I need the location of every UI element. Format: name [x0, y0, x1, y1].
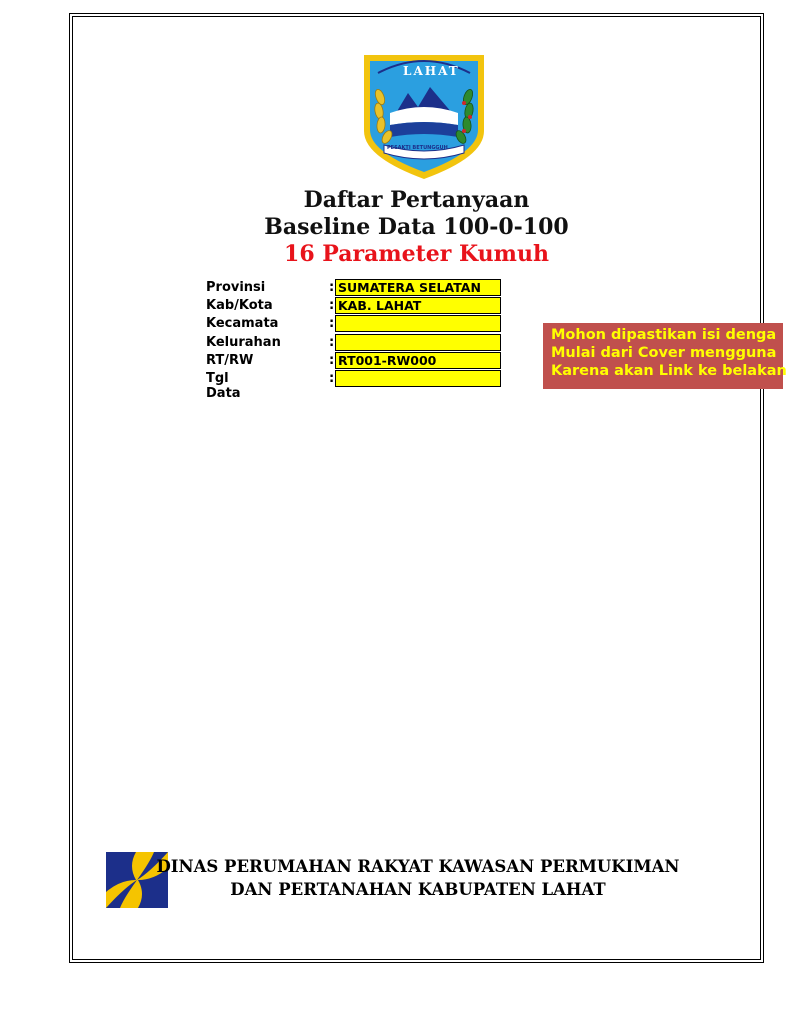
note-line: Mulai dari Cover mengguna	[551, 345, 777, 361]
kab-kota-field[interactable]: KAB. LAHAT	[335, 297, 501, 314]
footer-agency-line1: DINAS PERUMAHAN RAKYAT KAWASAN PERMUKIMAN	[156, 857, 680, 876]
note-line: Karena akan Link ke belakan	[551, 363, 787, 379]
form-label: Tgl Data	[206, 370, 241, 401]
document-parameter-title: 16 Parameter Kumuh	[284, 241, 549, 267]
rt-rw-field[interactable]: RT001-RW000	[335, 352, 501, 369]
form-label: RT/RW	[206, 352, 254, 368]
form-separator: :	[329, 298, 335, 314]
instruction-note	[543, 323, 787, 389]
form-separator: :	[329, 370, 335, 386]
form-label: Kelurahan	[206, 334, 281, 350]
form-separator: :	[329, 352, 335, 368]
kecamata-field[interactable]	[335, 315, 501, 332]
document-subtitle: Baseline Data 100-0-100	[264, 214, 569, 240]
emblem-name: LAHAT	[403, 64, 460, 78]
note-line: Mohon dipastikan isi denga	[551, 327, 777, 343]
form-label: Kecamata	[206, 316, 279, 332]
form-label: Provinsi	[206, 280, 266, 295]
form-separator: :	[329, 280, 335, 295]
form-separator: :	[329, 334, 335, 350]
form-label: Kab/Kota	[206, 298, 273, 314]
emblem-motto: PESAKTI BETUNGGUH	[387, 145, 448, 151]
kelurahan-field[interactable]	[335, 334, 501, 351]
provinsi-field[interactable]: SUMATERA SELATAN	[335, 279, 501, 296]
document-title: Daftar Pertanyaan	[303, 187, 530, 213]
footer-agency-line2: DAN PERTANAHAN KABUPATEN LAHAT	[230, 880, 606, 899]
form-separator: :	[329, 316, 335, 332]
tgl-data-field[interactable]	[335, 370, 501, 387]
document-page	[72, 16, 787, 960]
